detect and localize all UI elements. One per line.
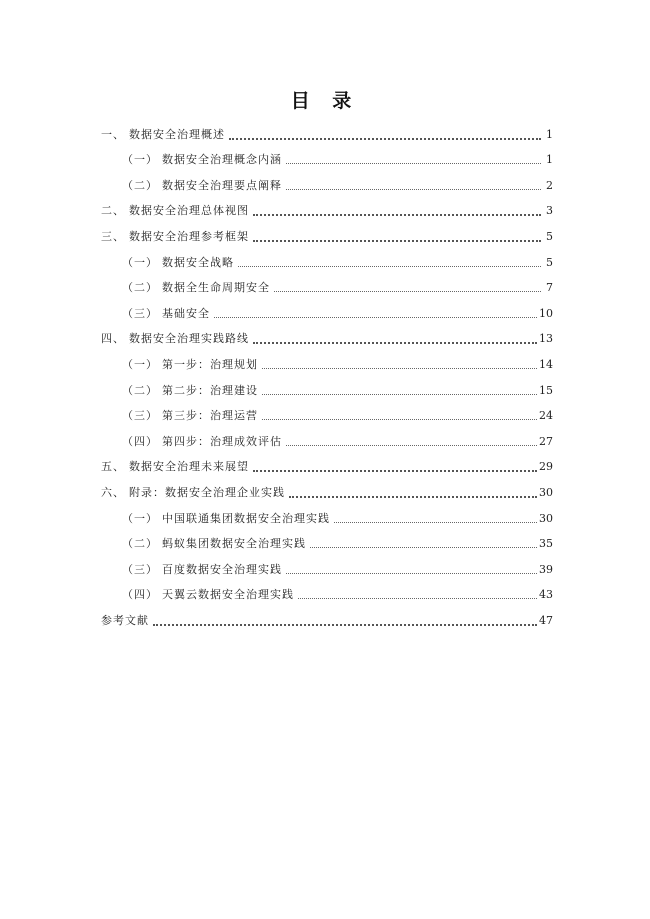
toc-entry-number: 四、 [101, 332, 125, 346]
toc-title: 目 录 [290, 90, 360, 112]
toc-entry-label [122, 281, 270, 295]
toc-entry-page-number: 3 [546, 204, 553, 218]
toc-entry-label [122, 588, 294, 602]
toc-entry-number: （一） [122, 153, 158, 167]
toc-entry-text: 第二步：治理建设 [162, 383, 258, 397]
toc-entry-label [122, 409, 258, 423]
toc-entry-page-number: 2 [546, 178, 553, 192]
toc-entry-number: （三） [122, 409, 158, 423]
toc-entry[interactable] [101, 474, 553, 500]
toc-entry-number: 三、 [101, 229, 125, 243]
dot-leader [262, 367, 537, 369]
toc-entry-number: （一） [122, 357, 158, 371]
toc-entry-text: 数据安全战略 [162, 255, 234, 269]
dot-leader [253, 469, 537, 472]
toc-entry-text: 数据安全治理未来展望 [129, 460, 249, 474]
toc-entry-text: 百度数据安全治理实践 [162, 562, 282, 576]
toc-entry-label [101, 460, 249, 474]
toc-entry-label [101, 230, 249, 244]
dot-leader [262, 393, 537, 395]
toc-entry-page-number: 39 [539, 562, 553, 576]
toc-entry-text: 天翼云数据安全治理实践 [162, 588, 294, 602]
toc-entry-page-number: 43 [539, 588, 553, 602]
dot-leader [214, 316, 537, 318]
toc-entry-label [122, 256, 234, 270]
toc-entry-page-number: 15 [539, 383, 553, 397]
toc-entry[interactable] [101, 321, 553, 347]
toc-entry-page-number: 35 [539, 537, 553, 551]
toc-entry[interactable] [101, 244, 553, 270]
toc-entry[interactable] [101, 142, 553, 168]
toc-entry[interactable] [101, 577, 553, 603]
toc-entry-page-number: 30 [539, 485, 553, 499]
toc-entry[interactable] [101, 270, 553, 296]
dot-leader [262, 418, 537, 420]
toc-entry-page-number: 13 [539, 332, 553, 346]
dot-leader [153, 623, 537, 626]
toc-entry-label [122, 179, 282, 193]
toc-entry-label [101, 128, 225, 142]
toc-entry[interactable] [101, 167, 553, 193]
toc-entry[interactable] [101, 500, 553, 526]
toc-entry-label [122, 563, 282, 577]
dot-leader [274, 290, 541, 292]
toc-entry[interactable] [101, 602, 553, 628]
dot-leader [298, 597, 537, 599]
dot-leader [286, 572, 537, 574]
toc-entry-page-number: 5 [546, 255, 553, 269]
toc-entry-text: 附录：数据安全治理企业实践 [129, 485, 285, 499]
dot-leader [334, 521, 537, 523]
dot-leader [289, 495, 537, 498]
toc-entry[interactable] [101, 526, 553, 552]
toc-entry[interactable] [101, 551, 553, 577]
toc-entry-label [122, 307, 210, 321]
toc-entry-text: 基础安全 [162, 306, 210, 320]
toc-entry-label [101, 332, 249, 346]
dot-leader [286, 444, 537, 446]
toc-entry-text: 数据全生命周期安全 [162, 281, 270, 295]
toc-entry-text: 数据安全治理要点阐释 [162, 178, 282, 192]
toc-entry-page-number: 30 [539, 511, 553, 525]
toc-entry-label [122, 537, 306, 551]
toc-entry-text: 蚂蚁集团数据安全治理实践 [162, 537, 306, 551]
toc-entry[interactable] [101, 423, 553, 449]
toc-entry[interactable] [101, 346, 553, 372]
toc-entry-label [122, 153, 282, 167]
toc-entry-number: （四） [122, 434, 158, 448]
toc-entry-page-number: 14 [539, 357, 553, 371]
toc-entry-label [101, 614, 149, 628]
toc-entry-page-number: 5 [546, 229, 553, 243]
dot-leader [253, 239, 541, 242]
toc-entry-number: （三） [122, 562, 158, 576]
toc-entry-number: （一） [122, 511, 158, 525]
toc-entry-text: 中国联通集团数据安全治理实践 [162, 511, 330, 525]
dot-leader [229, 137, 541, 140]
toc-entry[interactable] [101, 218, 553, 244]
dot-leader [286, 188, 541, 190]
toc-entry-text: 参考文献 [101, 613, 149, 627]
toc-entry-page-number: 10 [539, 306, 553, 320]
toc-entry-text: 第一步：治理规划 [162, 357, 258, 371]
toc-entry-text: 数据安全治理参考框架 [129, 229, 249, 243]
toc-entry[interactable] [101, 449, 553, 475]
toc-entry-label [122, 358, 258, 372]
toc-entry-number: （四） [122, 588, 158, 602]
table-of-contents [101, 116, 553, 628]
toc-entry-page-number: 1 [546, 127, 553, 141]
toc-entry-page-number: 27 [539, 434, 553, 448]
toc-entry-page-number: 24 [539, 409, 553, 423]
toc-entry-text: 数据安全治理实践路线 [129, 332, 249, 346]
toc-entry-text: 第三步：治理运营 [162, 409, 258, 423]
dot-leader [286, 162, 541, 164]
toc-entry-number: （二） [122, 178, 158, 192]
toc-entry-page-number: 47 [539, 613, 553, 627]
toc-entry[interactable] [101, 295, 553, 321]
toc-entry-number: 六、 [101, 485, 125, 499]
toc-entry-page-number: 1 [546, 153, 553, 167]
toc-entry-label [122, 384, 258, 398]
dot-leader [253, 213, 541, 216]
toc-entry-number: 一、 [101, 127, 125, 141]
toc-entry-label [101, 486, 285, 500]
dot-leader [238, 265, 541, 267]
toc-entry-text: 数据安全治理概述 [129, 127, 225, 141]
toc-entry-number: 二、 [101, 204, 125, 218]
toc-entry-page-number: 29 [539, 460, 553, 474]
toc-entry[interactable] [101, 116, 553, 142]
toc-entry-number: （一） [122, 255, 158, 269]
toc-entry[interactable] [101, 372, 553, 398]
toc-entry-text: 数据安全治理总体视图 [129, 204, 249, 218]
toc-entry-number: （二） [122, 281, 158, 295]
toc-entry[interactable] [101, 193, 553, 219]
toc-entry-page-number: 7 [546, 281, 553, 295]
toc-entry-label [101, 204, 249, 218]
toc-entry-text: 第四步：治理成效评估 [162, 434, 282, 448]
toc-entry-number: （二） [122, 537, 158, 551]
dot-leader [253, 341, 537, 344]
toc-entry-number: （三） [122, 306, 158, 320]
toc-entry[interactable] [101, 398, 553, 424]
toc-entry-number: 五、 [101, 460, 125, 474]
toc-entry-label [122, 435, 282, 449]
dot-leader [310, 546, 537, 548]
toc-entry-number: （二） [122, 383, 158, 397]
toc-entry-text: 数据安全治理概念内涵 [162, 153, 282, 167]
toc-entry-label [122, 512, 330, 526]
